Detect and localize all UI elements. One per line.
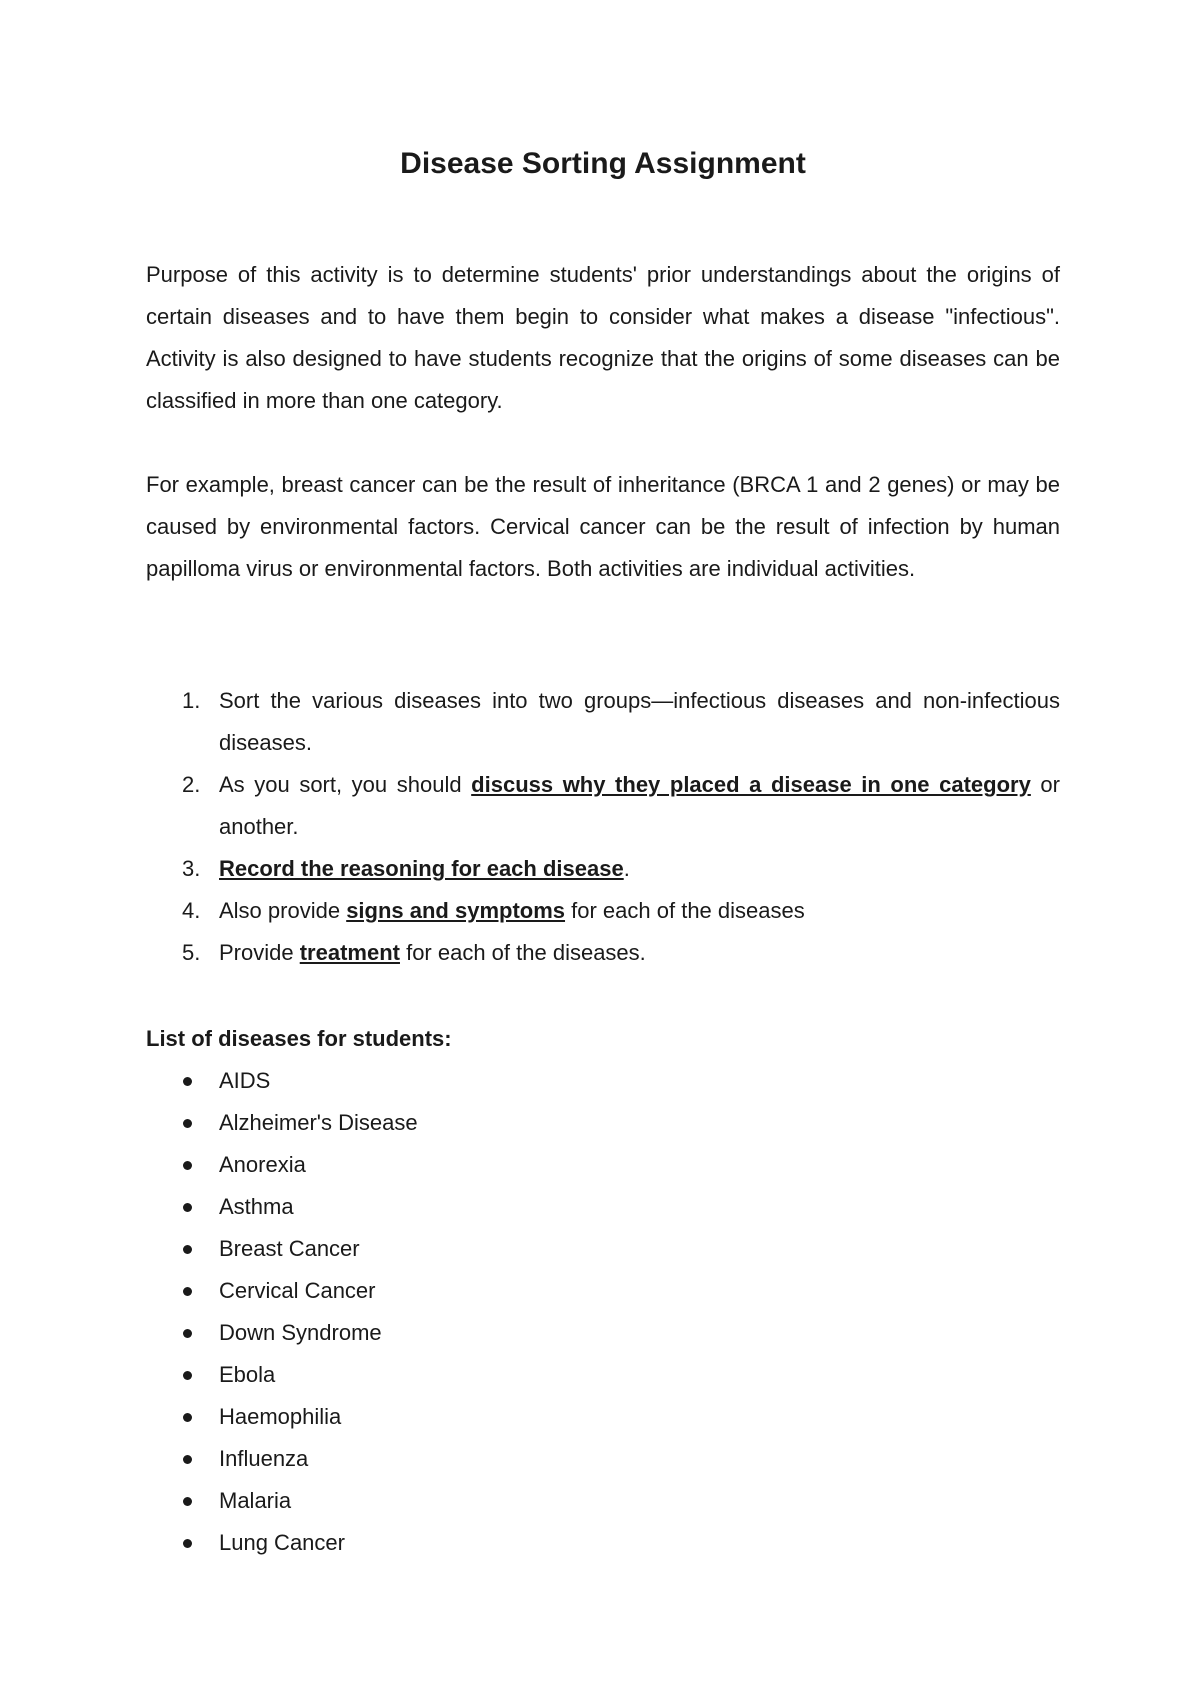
disease-name: Breast Cancer xyxy=(219,1236,360,1261)
document-title: Disease Sorting Assignment xyxy=(400,147,806,180)
example-paragraph: For example, breast cancer can be the result of inheritance (BRCA 1 and 2 genes) or may be caused by environmental factors. Cervical cancer can be the result of infection by human papilloma virus or environmental factors. Both activities are individual activities. xyxy=(146,472,1060,581)
disease-item xyxy=(146,1144,1060,1186)
step-text-after: . xyxy=(623,856,630,881)
step-number: 3. xyxy=(182,856,201,881)
disease-item xyxy=(146,1354,1060,1396)
bullet-icon xyxy=(183,1203,192,1212)
disease-name: AIDS xyxy=(219,1068,271,1093)
instruction-steps xyxy=(146,680,1060,974)
disease-item xyxy=(146,1396,1060,1438)
bullet-icon xyxy=(183,1413,192,1422)
step-emphasis: Record the reasoning for each disease xyxy=(219,856,624,881)
step-text-before: As you sort, you should xyxy=(219,772,472,797)
bullet-icon xyxy=(183,1455,192,1464)
disease-name: Cervical Cancer xyxy=(219,1278,376,1303)
disease-item xyxy=(146,1438,1060,1480)
bullet-icon xyxy=(183,1329,192,1338)
step-item xyxy=(146,932,1060,974)
step-text-after: for each of the diseases xyxy=(565,898,805,923)
disease-list-heading: List of diseases for students: xyxy=(146,1026,452,1051)
step-item xyxy=(146,848,1060,890)
disease-list xyxy=(146,1060,1060,1564)
step-number: 5. xyxy=(182,940,201,965)
disease-name: Malaria xyxy=(219,1488,292,1513)
disease-name: Alzheimer's Disease xyxy=(219,1110,418,1135)
bullet-icon xyxy=(183,1287,192,1296)
disease-item xyxy=(146,1522,1060,1564)
step-number: 1. xyxy=(182,688,201,713)
bullet-icon xyxy=(183,1119,192,1128)
disease-name: Down Syndrome xyxy=(219,1320,382,1345)
disease-name: Influenza xyxy=(219,1446,309,1471)
disease-name: Lung Cancer xyxy=(219,1530,345,1555)
step-emphasis: treatment xyxy=(299,940,400,965)
disease-name: Ebola xyxy=(219,1362,276,1387)
step-text: Sort the various diseases into two groups—infectious diseases and non-infectious diseases. xyxy=(219,688,1060,755)
disease-item xyxy=(146,1312,1060,1354)
step-text-after: or another. xyxy=(219,772,1060,839)
disease-name: Asthma xyxy=(219,1194,294,1219)
bullet-icon xyxy=(183,1497,192,1506)
step-emphasis: discuss why they placed a disease in one category xyxy=(471,772,1031,797)
disease-item xyxy=(146,1480,1060,1522)
step-emphasis: signs and symptoms xyxy=(346,898,566,923)
disease-item xyxy=(146,1270,1060,1312)
disease-item xyxy=(146,1228,1060,1270)
bullet-icon xyxy=(183,1077,192,1086)
purpose-paragraph: Purpose of this activity is to determine students' prior understandings about the origins of certain diseases and to have them begin to consider what makes a disease "infectious". Activity is also designed to have students recognize that the origins of some diseases can be classified in more than one category. xyxy=(146,262,1060,413)
step-text-before: Also provide xyxy=(219,898,347,923)
disease-name: Anorexia xyxy=(219,1152,306,1177)
step-number: 4. xyxy=(182,898,201,923)
disease-item xyxy=(146,1102,1060,1144)
disease-item xyxy=(146,1186,1060,1228)
document-page xyxy=(146,0,1060,1698)
step-text-before: Provide xyxy=(219,940,300,965)
bullet-icon xyxy=(183,1371,192,1380)
bullet-icon xyxy=(183,1161,192,1170)
step-number: 2. xyxy=(182,772,201,797)
disease-name: Haemophilia xyxy=(219,1404,342,1429)
step-item xyxy=(146,890,1060,932)
bullet-icon xyxy=(183,1539,192,1548)
disease-item xyxy=(146,1060,1060,1102)
step-item xyxy=(146,764,1060,848)
bullet-icon xyxy=(183,1245,192,1254)
step-item xyxy=(146,680,1060,764)
step-text-after: for each of the diseases. xyxy=(399,940,646,965)
